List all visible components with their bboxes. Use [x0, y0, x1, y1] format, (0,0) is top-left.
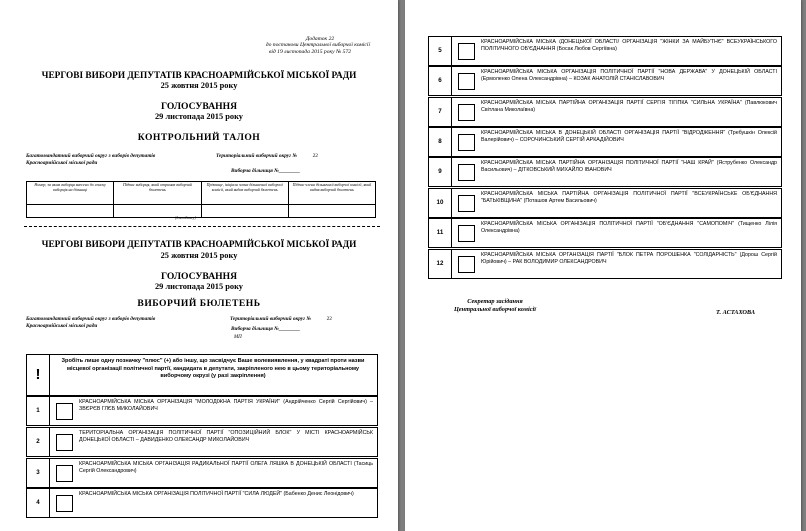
candidate-row — [428, 66, 782, 96]
candidate-row — [428, 188, 782, 218]
candidate-number: 10 — [429, 189, 452, 217]
talon-sign-note: (для підпису) — [175, 216, 196, 220]
talon-col-member-signature: Підпис члена дільничної виборчої комісії, який видав виборчий бюлетень — [288, 182, 375, 205]
candidate-row — [428, 157, 782, 187]
secretary-title: Секретар засідання — [467, 298, 523, 305]
candidate-number: 11 — [429, 219, 452, 247]
vote-checkbox[interactable] — [458, 164, 475, 181]
ballot-election-date: 25 жовтня 2015 року — [160, 251, 238, 260]
candidate-text: КРАСНОАРМІЙСЬКА МІСЬКА ОРГАНІЗАЦІЯ ПОЛІТИЧНОЇ ПАРТІЇ "СИЛА ЛЮДЕЙ" (Бабенко Денис Леонідович) — [79, 491, 354, 497]
candidate-text: КРАСНОАРМІЙСЬКА МІСЬКА ПАРТІЙНА ОРГАНІЗАЦІЯ ПОЛІТИЧНОЇ ПАРТІЇ "НАШ КРАЙ" (Яструбенко Олександр Васильович) – ДІТКОВСЬКИЙ МИХАЙЛО ІВАНОВИЧ — [481, 160, 777, 173]
candidate-number: 9 — [429, 158, 452, 186]
candidate-row — [428, 36, 782, 66]
candidate-number: 8 — [429, 128, 452, 156]
candidate-text: КРАСНОАРМІЙСЬКА МІСЬКА ПАРТІЙНА ОРГАНІЗАЦІЯ ПАРТІЇ СЕРГІЯ ТІГІПКА "СИЛЬНА УКРАЇНА" (Павлюкович Світлана Миколаївна) — [481, 100, 777, 113]
vote-checkbox[interactable] — [458, 43, 475, 60]
talon-voting-heading: ГОЛОСУВАННЯ — [161, 101, 237, 112]
stamp-place: МП — [234, 335, 242, 340]
candidate-number: 3 — [27, 459, 50, 487]
ballot-instruction-text: Зробіть лише одну позначку "плюс" (+) або іншу, що засвідчує Ваше волевиявлення, у квадраті проти назви місцевої організації політичної партії, кандидата в депутати, закріпленого нею в цьому територіальному виборчому окрузі (у разі закріплення) — [61, 358, 365, 380]
talon-col-voter-number: Номер, за яким виборця внесено до списку виборців на дільниці — [27, 182, 114, 205]
talon-territorial-label: Територіальний виборчий округ № — [216, 153, 298, 159]
secretary-name: Т. АСТАХОВА — [716, 309, 756, 316]
candidate-text: КРАСНОАРМІЙСЬКА МІСЬКА ОРГАНІЗАЦІЯ ПАРТІЇ "БЛОК ПЕТРА ПОРОШЕНКА "СОЛІДАРНІСТЬ" (Дорош Сергій Юрійович) – РАК ВОЛОДИМИР ОЛЕКСАНДРОВИЧ — [481, 252, 777, 265]
candidate-number: 4 — [27, 489, 50, 517]
appendix-resolution: до постанови Центральної виборчої комісії — [265, 42, 370, 49]
talon-col-voter-signature: Підпис виборця, який отримав виборчий бюлетень — [114, 182, 201, 205]
ballot-territorial-label: Територіальний виборчий округ № — [230, 316, 312, 322]
candidate-row — [428, 127, 782, 157]
vote-checkbox[interactable] — [458, 256, 475, 273]
candidate-number: 1 — [27, 397, 50, 425]
candidate-row — [428, 249, 782, 279]
talon-col-member-name: Прізвище, ініціали члена дільничної виборчої комісії, який видав виборчий бюлетень — [201, 182, 288, 205]
candidate-number: 5 — [429, 37, 452, 65]
vote-checkbox[interactable] — [458, 104, 475, 121]
ballot-territorial-number: 22 — [326, 316, 332, 322]
candidate-text: КРАСНОАРМІЙСЬКА МІСЬКА ОРГАНІЗАЦІЯ ПОЛІТИЧНОЇ ПАРТІЇ "ОБ'ЄДНАННЯ "САМОПОМІЧ" (Тищенко Лілія Олександрівна) — [481, 221, 777, 234]
ballot-voting-date: 29 листопада 2015 року — [154, 282, 243, 291]
candidate-text: КРАСНОАРМІЙСЬКА МІСЬКА ПАРТІЙНА ОРГАНІЗАЦІЯ ПОЛІТИЧНОЇ ПАРТІЇ "ВСЕУКРАЇНСЬКЕ ОБ'ЄДНАННЯ "БАТЬКІВЩИНА" (Поташов Артем Васильович) — [481, 191, 777, 204]
vote-checkbox[interactable] — [458, 195, 475, 212]
talon-precinct-label: Виборча дільниця №________ — [231, 168, 301, 174]
candidate-number: 2 — [27, 428, 50, 456]
candidate-text: КРАСНОАРМІЙСЬКА МІСЬКА ОРГАНІЗАЦІЯ "МОЛОДІЖНА ПАРТІЯ УКРАЇНИ" (Андрійченко Сергій Сергійович) – ЗВЄРЄВ ГЛЄБ МИКОЛАЙОВИЧ — [79, 399, 373, 412]
appendix-date: від 19 листопада 2015 року № 572 — [268, 48, 352, 55]
appendix-number: Додаток 22 — [305, 36, 335, 42]
candidate-text: КРАСНОАРМІЙСЬКА МІСЬКА В ДОНЕЦЬКІЙ ОБЛАСТІ ОРГАНІЗАЦІЯ ПАРТІЇ "ВІДРОДЖЕННЯ" (Требушкін Олексій Валерійович) – СОРОЧИНСЬКИЙ СЕРГІЙ АРКАДІЙОВИЧ — [481, 130, 777, 143]
talon-section-title: КОНТРОЛЬНИЙ ТАЛОН — [137, 132, 261, 143]
talon-election-title: ЧЕРГОВІ ВИБОРИ ДЕПУТАТІВ КРАСНОАРМІЙСЬКОЇ МІСЬКОЇ РАДИ — [41, 71, 357, 81]
vote-checkbox[interactable] — [458, 73, 475, 90]
talon-territorial-number: 22 — [312, 153, 318, 159]
secretary-commission: Центральної виборчої комісії — [453, 306, 537, 314]
candidate-row — [428, 97, 782, 127]
vote-checkbox[interactable] — [458, 225, 475, 242]
candidate-text: КРАСНОАРМІЙСЬКА МІСЬКА ОРГАНІЗАЦІЯ ПОЛІТИЧНОЇ ПАРТІЇ "НОВА ДЕРЖАВА" У ДОНЕЦЬКІЙ ОБЛАСТІ (Ермоленко Олена Олександрівна) – КОЗАК АНАТОЛІЙ СТАНІСЛАВОВИЧ — [481, 69, 777, 82]
candidate-text: КРАСНОАРМІЙСЬКА МІСЬКА ОРГАНІЗАЦІЯ РАДИКАЛЬНОЇ ПАРТІЇ ОЛЕГА ЛЯШКА В ДОНЕЦЬКІЙ ОБЛАСТІ (Тасиць Сергій Олександрович) — [79, 461, 373, 474]
ballot-district-label: Багатомандатний виборчий округ з виборів депутатів Красноармійської міської ради — [26, 316, 156, 329]
candidate-number: 12 — [429, 250, 452, 278]
ballot-election-title: ЧЕРГОВІ ВИБОРИ ДЕПУТАТІВ КРАСНОАРМІЙСЬКОЇ МІСЬКОЇ РАДИ — [41, 240, 357, 250]
vote-checkbox[interactable] — [458, 134, 475, 151]
exclamation-icon: ! — [27, 355, 50, 395]
candidate-text: ТЕРИТОРІАЛЬНА ОРГАНІЗАЦІЯ ПОЛІТИЧНОЇ ПАРТІЇ "ОПОЗИЦІЙНИЙ БЛОК" У МІСТІ КРАСНОАРМІЙСЬК ДОНЕЦЬКОЇ ОБЛАСТІ – ДАВИДЕНКО ОЛЕКСАНДР МИКОЛАЙОВИЧ — [79, 430, 373, 443]
ballot-precinct-label: Виборча дільниця №________ — [231, 326, 301, 332]
candidate-row — [428, 218, 782, 248]
talon-election-date: 25 жовтня 2015 року — [160, 81, 238, 90]
talon-voting-date: 29 листопада 2015 року — [154, 112, 243, 121]
candidate-number: 7 — [429, 98, 452, 126]
ballot-section-title: ВИБОРЧИЙ БЮЛЕТЕНЬ — [137, 298, 261, 309]
ballot-voting-heading: ГОЛОСУВАННЯ — [161, 271, 237, 282]
secretary-signature — [430, 298, 560, 314]
candidate-text: КРАСНОАРМІЙСЬКА МІСЬКА /ДОНЕЦЬКОЇ ОБЛАСТІ/ ОРГАНІЗАЦІЯ "ЖІНКИ ЗА МАЙБУТНЄ" ВСЕУКРАЇНСЬКОГО ПОЛІТИЧНОГО ОБ'ЄДНАННЯ (Босак Любов Сергіївна) — [481, 39, 777, 52]
talon-district-label: Багатомандатний виборчий округ з виборів депутатів Красноармійської міської ради — [26, 153, 156, 166]
candidate-number: 6 — [429, 67, 452, 95]
